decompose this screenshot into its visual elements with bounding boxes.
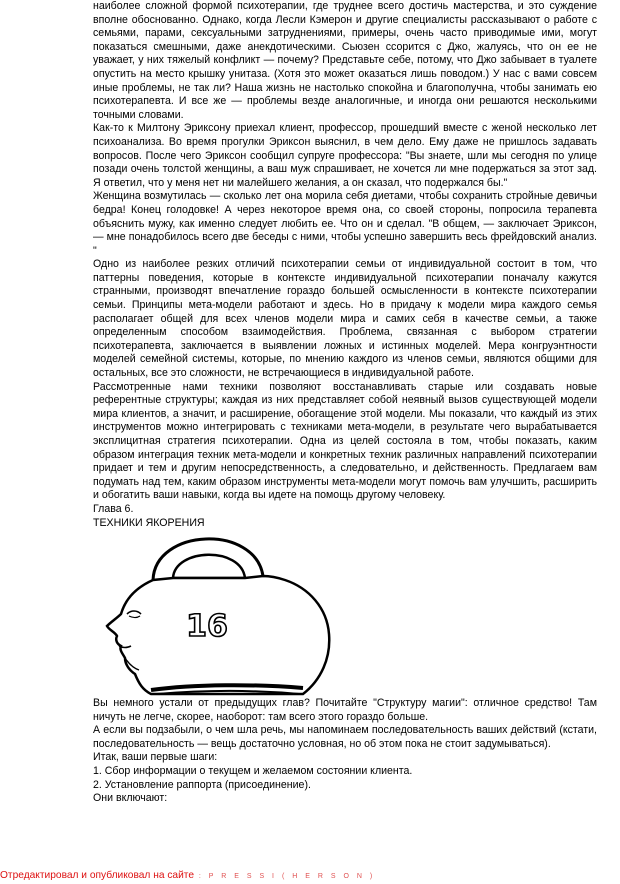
footer-text: Отредактировал и опубликовал на сайте xyxy=(0,870,194,881)
chapter-label: Глава 6. xyxy=(93,502,134,515)
paragraph: Одно из наиболее резких отличий психотерапии семьи от индивидуальной состоит в том, что паттерны поведения, которые в контексте индивидуальной психотерапии поначалу кажутся странными, производят впечатление гораздо большей осмысленности в контексте психотерапии семьи. Принципы мета-модели работают и здесь. Но в придачу к модели мира каждого семья располагает общей для всех членов модели мира и самих себя в качестве семьи, а также определенным способом взаимодействия. Проблема, связанная с выбором стратегии психотерапевта, заключается в выявлении ложных и истинных моделей. Мера конгруэнтности моделей семейной системы, которые, по мнению каждого из членов семьи, являются общими для остальных, все это сложности, не встречающиеся в индивидуальной работе. xyxy=(93,258,597,380)
paragraph: Женщина возмутилась — сколько лет она морила себя диетами, чтобы сохранить стройные девичьи бедра! Конец голодовке! А через некоторое время она, со своей стороны, попросила терапевта объяснить мужу, как именно следует любить ее. Что он и сделал. "В общем, — заключает Эриксон, — мне понадобилось всего две беседы с ними, чтобы успешно завершить весь фрейдовский анализ. " xyxy=(93,190,597,257)
paragraph: Рассмотренные нами техники позволяют восстанавливать старые или создавать новые референтные структуры; каждая из них представляет собой неявный вызов существующей модели мира клиентов, а значит, и расширение, обогащение этой модели. Мы показали, что каждый из этих инструментов можно интегрировать с техниками мета-модели, в результате чего вырабатывается эксплицитная стратегия психотерапии. Одна из целей состояла в том, чтобы показать, каким образом интеграция техник мета-модели и конкретных техник различных направлений психотерапии придает и тем и другим непосредственность, а следовательно, и действенность. Предлагаем вам подумать над тем, каким образом инструменты мета-модели могут помочь вам улучшить, расширить и обогатить ваши навыки, когда вы идете на помощь другому человеку. xyxy=(93,380,597,502)
steps-intro: Итак, ваши первые шаги: xyxy=(93,751,218,764)
step-item: 2. Установление раппорта (присоединение). xyxy=(93,778,311,791)
body-text xyxy=(93,0,597,530)
paragraph: наиболее сложной формой психотерапии, где труднее всего достичь мастерства, и это суждение вполне обоснованно. Однако, когда Лесли Кэмерон и другие специалисты рассказывают о работе с семьями, парами, сексуальными затруднениями, примеры, очень часто приводимые ими, могут показаться смешными, даже анекдотическими. Сьюзен ссорится с Джо, жалуясь, что он ее не уважает, у них тяжелый конфликт — почему? Представьте себе, потому, что Джо забывает в туалете опустить на место крышку унитаза. (Хотя это может оказаться лишь поводом.) У нас с вами совсем иные проблемы, не так ли? Наша жизнь не настолько спокойна и благополучна, чтобы занимать ею психотерапевта. И все же — проблемы везде аналогичные, и иногда они решаются несколькими точными словами. xyxy=(93,0,597,121)
paragraph: Как-то к Милтону Эриксону приехал клиент, профессор, прошедший вместе с женой несколько лет психоанализа. Во время прогулки Эриксон выяснил, в чем дело. Ему даже не пришлось задавать вопросов. После чего Эриксон сообщил супруге профессора: "Вы знаете, шли мы сегодня по улице позади очень толстой женщины, а ваш муж спрашивает, не хочется ли мне подержаться за этот зад. Я ответил, что у меня нет ни малейшего желания, а он сказал, что подержался бы." xyxy=(93,122,597,189)
paragraph: А если вы подзабыли, о чем шла речь, мы напоминаем последовательность ваших действий (кстати, последовательность — вещь достаточно условная, но об этом пока не стоит задумываться). xyxy=(93,724,597,750)
kettlebell-head-drawing xyxy=(95,518,345,698)
footer-site: : P R E S S I ( H E R S O N ) xyxy=(198,873,376,880)
kettlebell-head-illustration xyxy=(95,518,345,698)
paragraph: Вы немного устали от предыдущих глав? Почитайте "Структуру магии": отличное средство! Там ничуть не легче, скорее, наоборот: там всего этого гораздо больше. xyxy=(93,697,597,723)
closing-line: Они включают: xyxy=(93,792,168,805)
footer-credit xyxy=(0,869,620,883)
chapter-title: ТЕХНИКИ ЯКОРЕНИЯ xyxy=(93,516,205,529)
step-item: 1. Сбор информации о текущем и желаемом состоянии клиента. xyxy=(93,764,413,777)
after-figure-text xyxy=(93,697,597,806)
kettlebell-number: 16 xyxy=(186,609,228,644)
